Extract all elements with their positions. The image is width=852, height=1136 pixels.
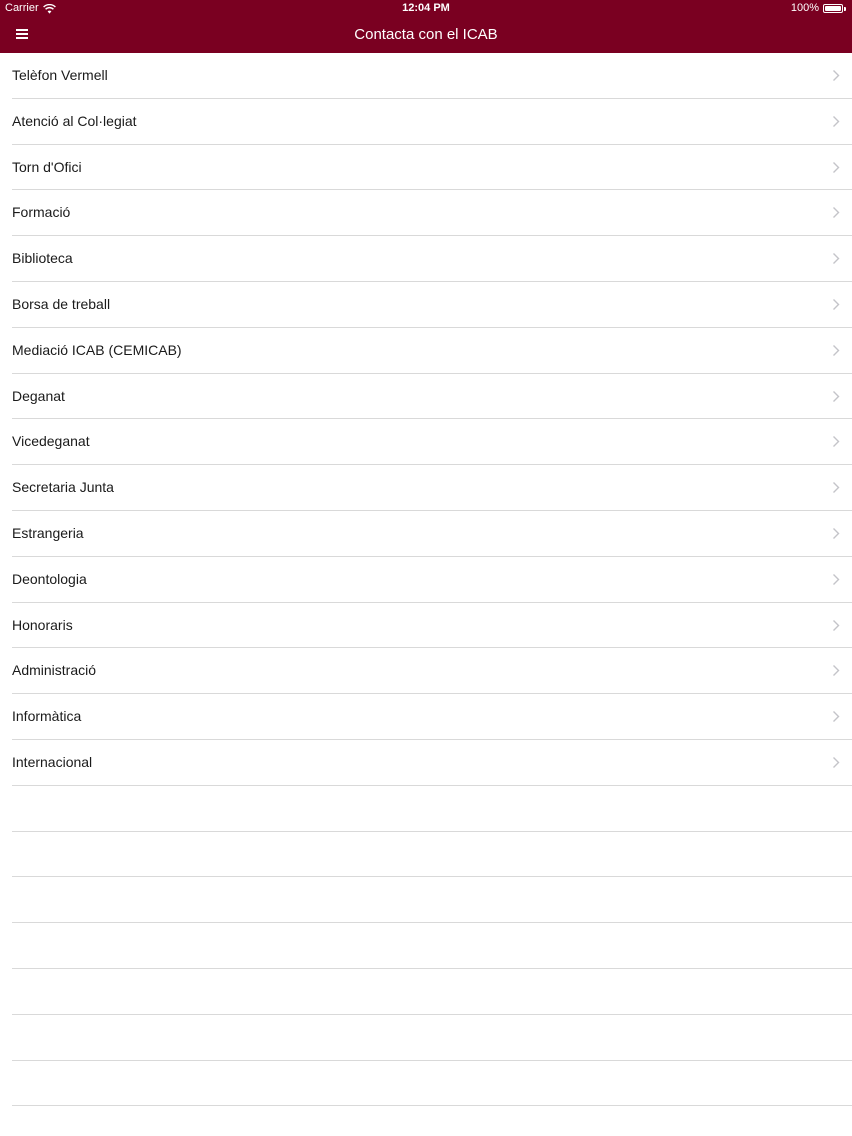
list-item[interactable] xyxy=(12,328,852,374)
battery-icon xyxy=(823,4,843,13)
chevron-right-icon xyxy=(832,435,840,448)
chevron-right-icon xyxy=(832,344,840,357)
contact-list xyxy=(0,53,852,1136)
list-item[interactable] xyxy=(12,282,852,328)
empty-row xyxy=(12,1015,852,1061)
list-item-label: Administració xyxy=(12,662,97,679)
list-item[interactable] xyxy=(12,557,852,603)
list-item-label: Internacional xyxy=(12,753,93,770)
empty-row xyxy=(12,1061,852,1107)
page-title: Contacta con el ICAB xyxy=(354,26,498,43)
list-item[interactable] xyxy=(12,374,852,420)
list-item-label: Atenció al Col·legiat xyxy=(12,112,137,129)
list-item-label: Formació xyxy=(12,204,71,221)
carrier-label: Carrier xyxy=(5,2,39,14)
chevron-right-icon xyxy=(832,390,840,403)
chevron-right-icon xyxy=(832,527,840,540)
list-item[interactable] xyxy=(12,99,852,145)
status-time: 12:04 PM xyxy=(402,2,450,14)
empty-row xyxy=(12,832,852,878)
chevron-right-icon xyxy=(832,115,840,128)
nav-bar xyxy=(0,17,852,53)
list-item-label: Deontologia xyxy=(12,570,87,587)
chevron-right-icon xyxy=(832,298,840,311)
chevron-right-icon xyxy=(832,573,840,586)
list-item[interactable] xyxy=(12,740,852,786)
list-item-label: Vicedeganat xyxy=(12,433,90,450)
list-item-label: Telèfon Vermell xyxy=(12,67,108,83)
empty-row xyxy=(12,786,852,832)
chevron-right-icon xyxy=(832,206,840,219)
top-bar xyxy=(0,0,852,53)
chevron-right-icon xyxy=(832,756,840,769)
list-item-label: Borsa de treball xyxy=(12,295,111,312)
battery-fill xyxy=(825,6,841,11)
list-item[interactable] xyxy=(12,190,852,236)
chevron-right-icon xyxy=(832,619,840,632)
empty-row xyxy=(12,923,852,969)
list-item[interactable] xyxy=(12,419,852,465)
chevron-right-icon xyxy=(832,481,840,494)
list-item-label: Honoraris xyxy=(12,616,73,633)
chevron-right-icon xyxy=(832,252,840,265)
list-item-label: Secretaria Junta xyxy=(12,479,114,496)
chevron-right-icon xyxy=(832,69,840,82)
list-item-label: Informàtica xyxy=(12,708,82,725)
chevron-right-icon xyxy=(832,161,840,174)
list-item[interactable] xyxy=(12,648,852,694)
list-item-label: Estrangeria xyxy=(12,524,84,541)
battery-cap xyxy=(844,7,846,11)
list-item[interactable] xyxy=(12,694,852,740)
list-item[interactable] xyxy=(12,511,852,557)
status-bar xyxy=(0,0,852,17)
empty-row xyxy=(12,969,852,1015)
list-item[interactable] xyxy=(12,53,852,99)
list-item-label: Deganat xyxy=(12,387,65,404)
list-item-label: Biblioteca xyxy=(12,250,73,267)
list-item[interactable] xyxy=(12,145,852,191)
status-battery xyxy=(791,0,846,17)
list-item[interactable] xyxy=(12,465,852,511)
chevron-right-icon xyxy=(832,664,840,677)
list-item[interactable] xyxy=(12,603,852,649)
battery-percent: 100% xyxy=(790,2,819,14)
list-item-label: Torn d'Ofici xyxy=(12,158,82,175)
list-item[interactable] xyxy=(12,236,852,282)
empty-row xyxy=(12,877,852,923)
list-item-label: Mediació ICAB (CEMICAB) xyxy=(12,341,182,358)
chevron-right-icon xyxy=(832,710,840,723)
